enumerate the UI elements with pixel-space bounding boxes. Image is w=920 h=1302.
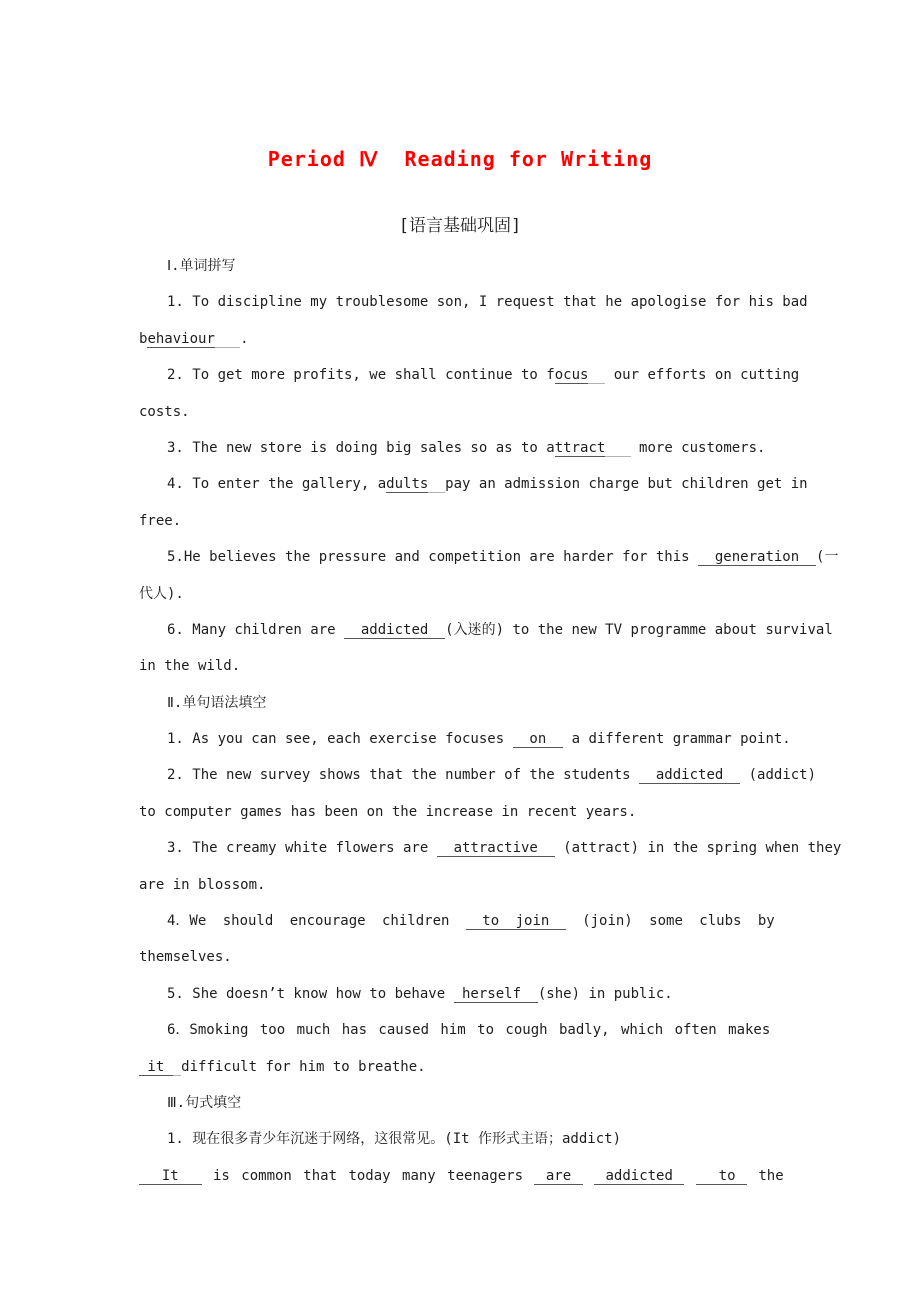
section-banner: [语言基础巩固] bbox=[398, 216, 522, 236]
text-run: (attract) in the spring when they bbox=[554, 840, 842, 857]
section-2-item-4-line-1 bbox=[139, 903, 849, 939]
answer-blank: attractive bbox=[436, 840, 555, 857]
answer-blank: addicted bbox=[639, 767, 741, 784]
document-content bbox=[139, 248, 849, 1194]
section-1-item-6-line-1 bbox=[139, 612, 849, 648]
text-run: 2. The new survey shows that the number of the students bbox=[167, 767, 640, 784]
text-run: 5.He believes the pressure and competition are harder for this bbox=[167, 549, 699, 566]
answer-blank: it bbox=[139, 1058, 173, 1075]
section-1-item-6-line-2 bbox=[139, 648, 849, 684]
section-1-item-2-line-1 bbox=[139, 357, 849, 393]
section-2-item-1-line-1 bbox=[139, 721, 849, 757]
text-run: difficult for him to breathe. bbox=[181, 1058, 426, 1075]
answer-blank: It bbox=[139, 1167, 202, 1184]
answer-blank: to bbox=[695, 1167, 747, 1184]
blank-underline bbox=[173, 1059, 181, 1076]
text-run: 1. 现在很多青少年沉迷于网络，这很常见。(It 作形式主语；addict) bbox=[167, 1131, 622, 1148]
text-run: 1. As you can see, each exercise focuses bbox=[167, 731, 513, 748]
text-run: 1. To discipline my troublesome son, I request that he apologise for his bad bbox=[167, 294, 808, 311]
answer-blank: generation bbox=[698, 549, 817, 566]
text-run: costs. bbox=[139, 403, 190, 420]
text-run: more customers. bbox=[630, 439, 766, 456]
answer-blank: herself bbox=[453, 985, 538, 1002]
text-run: pay an admission charge but children get in bbox=[445, 476, 808, 493]
text-run: to computer games has been on the increase in recent years. bbox=[139, 803, 637, 820]
answer-blank: to join bbox=[465, 913, 566, 930]
blank-underline bbox=[215, 331, 240, 348]
section-1-item-5-line-2 bbox=[139, 576, 849, 612]
section-2-item-3-line-2 bbox=[139, 867, 849, 903]
text-run: is common that today many teenagers bbox=[201, 1167, 535, 1184]
text-run: (一 bbox=[816, 549, 839, 566]
text-run: our efforts on cutting bbox=[605, 367, 800, 384]
blank-underline bbox=[605, 440, 630, 457]
answer-blank: addicted bbox=[344, 621, 446, 638]
section-2-item-2-line-2 bbox=[139, 794, 849, 830]
section-1-item-4-line-2 bbox=[139, 503, 849, 539]
text-run: a different grammar point. bbox=[563, 731, 791, 748]
text-run: free. bbox=[139, 512, 182, 529]
section-1-heading: Ⅰ.单词拼写 bbox=[167, 258, 236, 274]
text-run: 6. Many children are bbox=[167, 621, 345, 638]
section-3-item-1-line-1 bbox=[139, 1121, 849, 1157]
text-run: (join) some clubs by bbox=[565, 913, 775, 930]
section-1-item-1-line-1 bbox=[139, 284, 849, 320]
answer-blank: dults bbox=[386, 476, 429, 493]
section-3-item-1-line-2 bbox=[139, 1158, 849, 1194]
text-run bbox=[684, 1168, 695, 1184]
section-1-item-3-line-1 bbox=[139, 430, 849, 466]
text-run bbox=[583, 1168, 594, 1184]
answer-blank: ocus bbox=[554, 367, 589, 384]
answer-blank: addicted bbox=[594, 1167, 685, 1184]
text-run: 4. To enter the gallery, a bbox=[167, 476, 387, 493]
section-1-item-5-line-1 bbox=[139, 539, 849, 575]
answer-blank: on bbox=[512, 731, 564, 748]
text-run: . bbox=[240, 330, 249, 347]
text-run: (addict) bbox=[740, 767, 817, 784]
text-run: 3. The new store is doing big sales so as to a bbox=[167, 439, 555, 456]
text-run: 2. To get more profits, we shall continue to f bbox=[167, 367, 555, 384]
section-3-heading: Ⅲ.句式填空 bbox=[167, 1094, 242, 1111]
section-2-heading: Ⅱ.单句语法填空 bbox=[167, 694, 267, 711]
section-1-item-1-line-2 bbox=[139, 321, 849, 357]
text-run: 6．Smoking too much has caused him to cough badly, which often makes bbox=[167, 1022, 771, 1039]
section-2-item-6-line-2 bbox=[139, 1049, 849, 1085]
text-run: 4．We should encourage children bbox=[167, 913, 466, 930]
section-2-item-4-line-2 bbox=[139, 939, 849, 975]
text-run: 3. The creamy white flowers are bbox=[167, 840, 437, 857]
answer-blank: ttract bbox=[554, 439, 606, 456]
section-2-item-3-line-1 bbox=[139, 830, 849, 866]
text-run: 代人). bbox=[139, 585, 184, 602]
text-run: in the wild. bbox=[139, 658, 241, 675]
section-2-item-2-line-1 bbox=[139, 757, 849, 793]
text-run: (she) in public. bbox=[537, 985, 673, 1002]
section-1-item-2-line-2 bbox=[139, 394, 849, 430]
page-title: Period Ⅳ Reading for Writing bbox=[267, 147, 653, 171]
section-2-item-5-line-1 bbox=[139, 976, 849, 1012]
text-run: (入迷的) to the new TV programme about survival bbox=[445, 621, 833, 638]
answer-blank: are bbox=[534, 1167, 583, 1184]
text-run: the bbox=[746, 1167, 784, 1184]
section-1-item-4-line-1 bbox=[139, 466, 849, 502]
text-run: 5. She doesn’t know how to behave bbox=[167, 985, 454, 1002]
section-2-item-6-line-1 bbox=[139, 1012, 849, 1048]
blank-underline bbox=[428, 476, 445, 493]
answer-blank: ehaviour bbox=[147, 330, 215, 347]
text-run: themselves. bbox=[139, 949, 232, 966]
text-run: b bbox=[139, 330, 148, 347]
blank-underline bbox=[588, 367, 605, 384]
text-run: are in blossom. bbox=[139, 876, 266, 893]
